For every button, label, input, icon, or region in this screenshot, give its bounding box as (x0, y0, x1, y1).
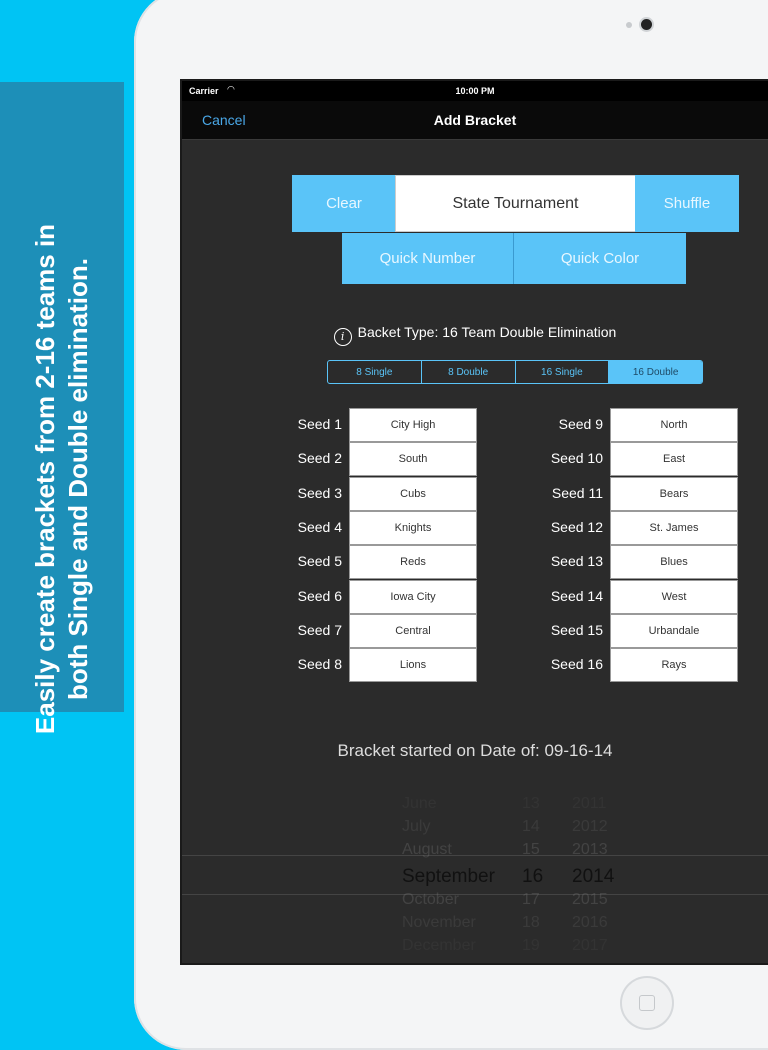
picker-day: 16 (522, 866, 544, 887)
segment-8-single[interactable]: 8 Single (328, 361, 422, 383)
picker-day: 14 (522, 818, 540, 835)
seed-team-input[interactable]: Cubs (349, 477, 477, 511)
picker-month: August (402, 841, 452, 858)
seed-label: Seed 11 (551, 484, 603, 501)
picker-row[interactable] (182, 937, 768, 957)
promo-line-1: Easily create brackets from 2-16 teams in (30, 223, 60, 735)
status-bar (182, 81, 768, 101)
seed-team-input[interactable]: West (610, 580, 738, 614)
page-title: Add Bracket (433, 112, 517, 128)
picker-day: 18 (522, 914, 540, 931)
quick-number-button[interactable]: Quick Number (342, 233, 514, 284)
seed-label: Seed 8 (297, 656, 342, 673)
picker-year: 2016 (572, 914, 608, 931)
quick-color-button[interactable]: Quick Color (514, 233, 686, 284)
wifi-icon: ◠ (227, 84, 235, 94)
seed-team-input[interactable]: Central (349, 614, 477, 648)
tournament-name-input[interactable]: State Tournament (395, 175, 636, 232)
picker-row[interactable] (182, 914, 768, 934)
shuffle-button[interactable]: Shuffle (635, 175, 739, 232)
home-square-icon (639, 995, 655, 1011)
picker-year: 2017 (572, 937, 608, 954)
seed-team-input[interactable]: Knights (349, 511, 477, 545)
seed-team-input[interactable]: Urbandale (610, 614, 738, 648)
promo-line-2: both Single and Double elimination. (63, 258, 93, 700)
picker-row[interactable] (182, 795, 768, 815)
picker-month: September (402, 866, 495, 887)
picker-month: December (402, 937, 476, 954)
seed-label: Seed 7 (297, 621, 342, 638)
seed-team-input[interactable]: Iowa City (349, 580, 477, 614)
seed-team-input[interactable]: City High (349, 408, 477, 442)
picker-day: 19 (522, 937, 540, 954)
seed-label: Seed 14 (550, 587, 603, 604)
date-picker[interactable] (182, 791, 768, 954)
seed-label: Seed 2 (297, 450, 342, 467)
nav-bar (182, 101, 768, 140)
bracket-type-label: Backet Type: 16 Team Double Elimination (357, 324, 617, 340)
picker-year: 2012 (572, 818, 608, 835)
seed-team-input[interactable]: Rays (610, 648, 738, 682)
picker-month: November (402, 914, 476, 931)
seed-label: Seed 15 (550, 621, 603, 638)
seed-label: Seed 3 (297, 484, 342, 501)
promo-banner (0, 82, 124, 735)
picker-year: 2014 (572, 866, 615, 887)
picker-row[interactable] (182, 841, 768, 861)
picker-year: 2015 (572, 891, 608, 908)
sensor-dot (626, 22, 632, 28)
date-started-label: Bracket started on Date of: 09-16-14 (337, 741, 613, 760)
seed-label: Seed 9 (558, 416, 603, 432)
camera-icon (641, 19, 652, 30)
picker-day: 13 (522, 795, 540, 812)
picker-month: June (402, 795, 437, 812)
picker-month: October (402, 891, 459, 908)
seed-label: Seed 10 (550, 450, 603, 467)
promo-text (29, 164, 95, 794)
carrier-label: Carrier (189, 86, 219, 96)
seed-team-input[interactable]: North (610, 408, 738, 442)
picker-day: 17 (522, 891, 540, 908)
picker-row[interactable] (182, 891, 768, 911)
seed-label: Seed 1 (297, 416, 342, 432)
cancel-button[interactable]: Cancel (202, 112, 246, 128)
seed-label: Seed 5 (297, 553, 342, 570)
seed-team-input[interactable]: East (610, 442, 738, 476)
seed-team-input[interactable]: Bears (610, 477, 738, 511)
seed-team-input[interactable]: Blues (610, 545, 738, 579)
picker-row[interactable] (182, 818, 768, 838)
info-icon[interactable]: i (334, 328, 352, 346)
seed-team-input[interactable]: Lions (349, 648, 477, 682)
app-screen (180, 79, 768, 965)
picker-day: 15 (522, 841, 540, 858)
seed-team-input[interactable]: South (349, 442, 477, 476)
seed-label: Seed 16 (550, 656, 603, 673)
seed-label: Seed 4 (297, 518, 342, 535)
seed-label: Seed 13 (550, 553, 603, 570)
bracket-type-selector (327, 360, 703, 384)
bracket-type-row (182, 324, 768, 346)
picker-row[interactable] (182, 866, 768, 886)
picker-month: July (402, 818, 431, 835)
picker-year: 2011 (572, 795, 607, 812)
seed-team-input[interactable]: Reds (349, 545, 477, 579)
home-button[interactable] (620, 976, 674, 1030)
clear-button[interactable]: Clear (292, 175, 396, 232)
seed-team-input[interactable]: St. James (610, 511, 738, 545)
seed-label: Seed 6 (297, 587, 342, 604)
segment-16-double[interactable]: 16 Double (609, 361, 702, 383)
segment-8-double[interactable]: 8 Double (422, 361, 516, 383)
status-time: 10:00 PM (455, 86, 495, 96)
seed-label: Seed 12 (550, 518, 603, 535)
picker-year: 2013 (572, 841, 608, 858)
segment-16-single[interactable]: 16 Single (516, 361, 610, 383)
